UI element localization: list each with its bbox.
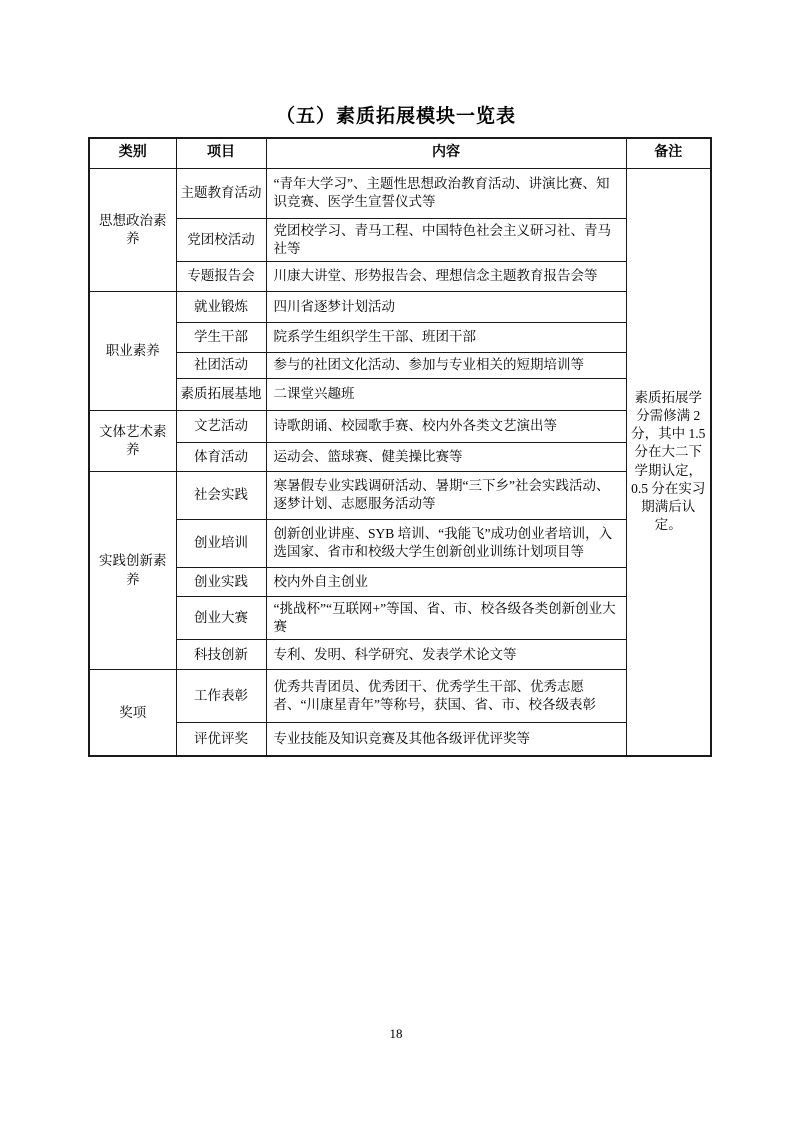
category-cell: 实践创新素养 — [89, 471, 176, 669]
content-cell: 二课堂兴趣班 — [266, 378, 626, 410]
content-cell: “挑战杯”“互联网+”等国、省、市、校各级各类创新创业大赛 — [266, 596, 626, 639]
table-row — [89, 168, 711, 218]
project-cell: 科技创新 — [176, 640, 266, 670]
category-cell: 奖项 — [89, 670, 176, 756]
project-cell: 体育活动 — [176, 442, 266, 471]
project-cell: 社团活动 — [176, 352, 266, 378]
category-cell: 思想政治素养 — [89, 168, 176, 291]
table-row — [89, 471, 711, 519]
content-cell: 专业技能及知识竞赛及其他各级评优评奖等 — [266, 723, 626, 756]
table-row — [89, 378, 711, 410]
project-cell: 评优评奖 — [176, 723, 266, 756]
project-cell: 工作表彰 — [176, 670, 266, 723]
page-title: （五）素质拓展模块一览表 — [275, 106, 516, 127]
content-cell: 优秀共青团员、优秀团干、优秀学生干部、优秀志愿者、“川康星青年”等称号，获国、省、市、校各级表彰 — [266, 670, 626, 723]
content-cell: 专利、发明、科学研究、发表学术论文等 — [266, 640, 626, 670]
content-cell: 诗歌朗诵、校园歌手赛、校内外各类文艺演出等 — [266, 410, 626, 442]
table-row — [89, 640, 711, 670]
remark-cell: 素质拓展学分需修满 2 分，其中 1.5 分在大二下学期认定，0.5 分在实习期满后认定。 — [626, 168, 711, 756]
project-cell: 创业培训 — [176, 519, 266, 567]
project-cell: 党团校活动 — [176, 218, 266, 261]
column-header-content: 内容 — [266, 138, 626, 168]
content-cell: 运动会、篮球赛、健美操比赛等 — [266, 442, 626, 471]
table-row — [89, 442, 711, 471]
column-header-remark: 备注 — [626, 138, 711, 168]
content-cell: 川康大讲堂、形势报告会、理想信念主题教育报告会等 — [266, 261, 626, 291]
table-row — [89, 670, 711, 723]
content-cell: 四川省逐梦计划活动 — [266, 291, 626, 322]
page-number: 18 — [389, 1026, 403, 1041]
content-cell: 参与的社团文化活动、参加与专业相关的短期培训等 — [266, 352, 626, 378]
project-cell: 就业锻炼 — [176, 291, 266, 322]
table-row — [89, 410, 711, 442]
project-cell: 主题教育活动 — [176, 168, 266, 218]
table-row — [89, 218, 711, 261]
content-cell: 党团校学习、青马工程、中国特色社会主义研习社、青马社等 — [266, 218, 626, 261]
project-cell: 创业实践 — [176, 567, 266, 596]
content-cell: 创新创业讲座、SYB 培训、“我能飞”成功创业者培训，入选国家、省市和校级大学生创新创业训练计划项目等 — [266, 519, 626, 567]
table-row — [89, 519, 711, 567]
table-row — [89, 322, 711, 352]
table-row — [89, 567, 711, 596]
content-cell: 寒暑假专业实践调研活动、暑期“三下乡”社会实践活动、逐梦计划、志愿服务活动等 — [266, 471, 626, 519]
project-cell: 学生干部 — [176, 322, 266, 352]
column-header-category: 类别 — [89, 138, 176, 168]
content-cell: 院系学生组织学生干部、班团干部 — [266, 322, 626, 352]
project-cell: 专题报告会 — [176, 261, 266, 291]
column-header-project: 项目 — [176, 138, 266, 168]
table-row — [89, 291, 711, 322]
project-cell: 文艺活动 — [176, 410, 266, 442]
quality-extension-modules-table — [88, 137, 712, 757]
content-cell: “青年大学习”、主题性思想政治教育活动、讲演比赛、知识竞赛、医学生宣誓仪式等 — [266, 168, 626, 218]
category-cell: 文体艺术素养 — [89, 410, 176, 471]
project-cell: 素质拓展基地 — [176, 378, 266, 410]
table-row — [89, 352, 711, 378]
table-row — [89, 261, 711, 291]
project-cell: 创业大赛 — [176, 596, 266, 639]
content-cell: 校内外自主创业 — [266, 567, 626, 596]
table-row — [89, 596, 711, 639]
table-row — [89, 723, 711, 756]
table-header-row — [89, 138, 711, 168]
project-cell: 社会实践 — [176, 471, 266, 519]
category-cell: 职业素养 — [89, 291, 176, 410]
